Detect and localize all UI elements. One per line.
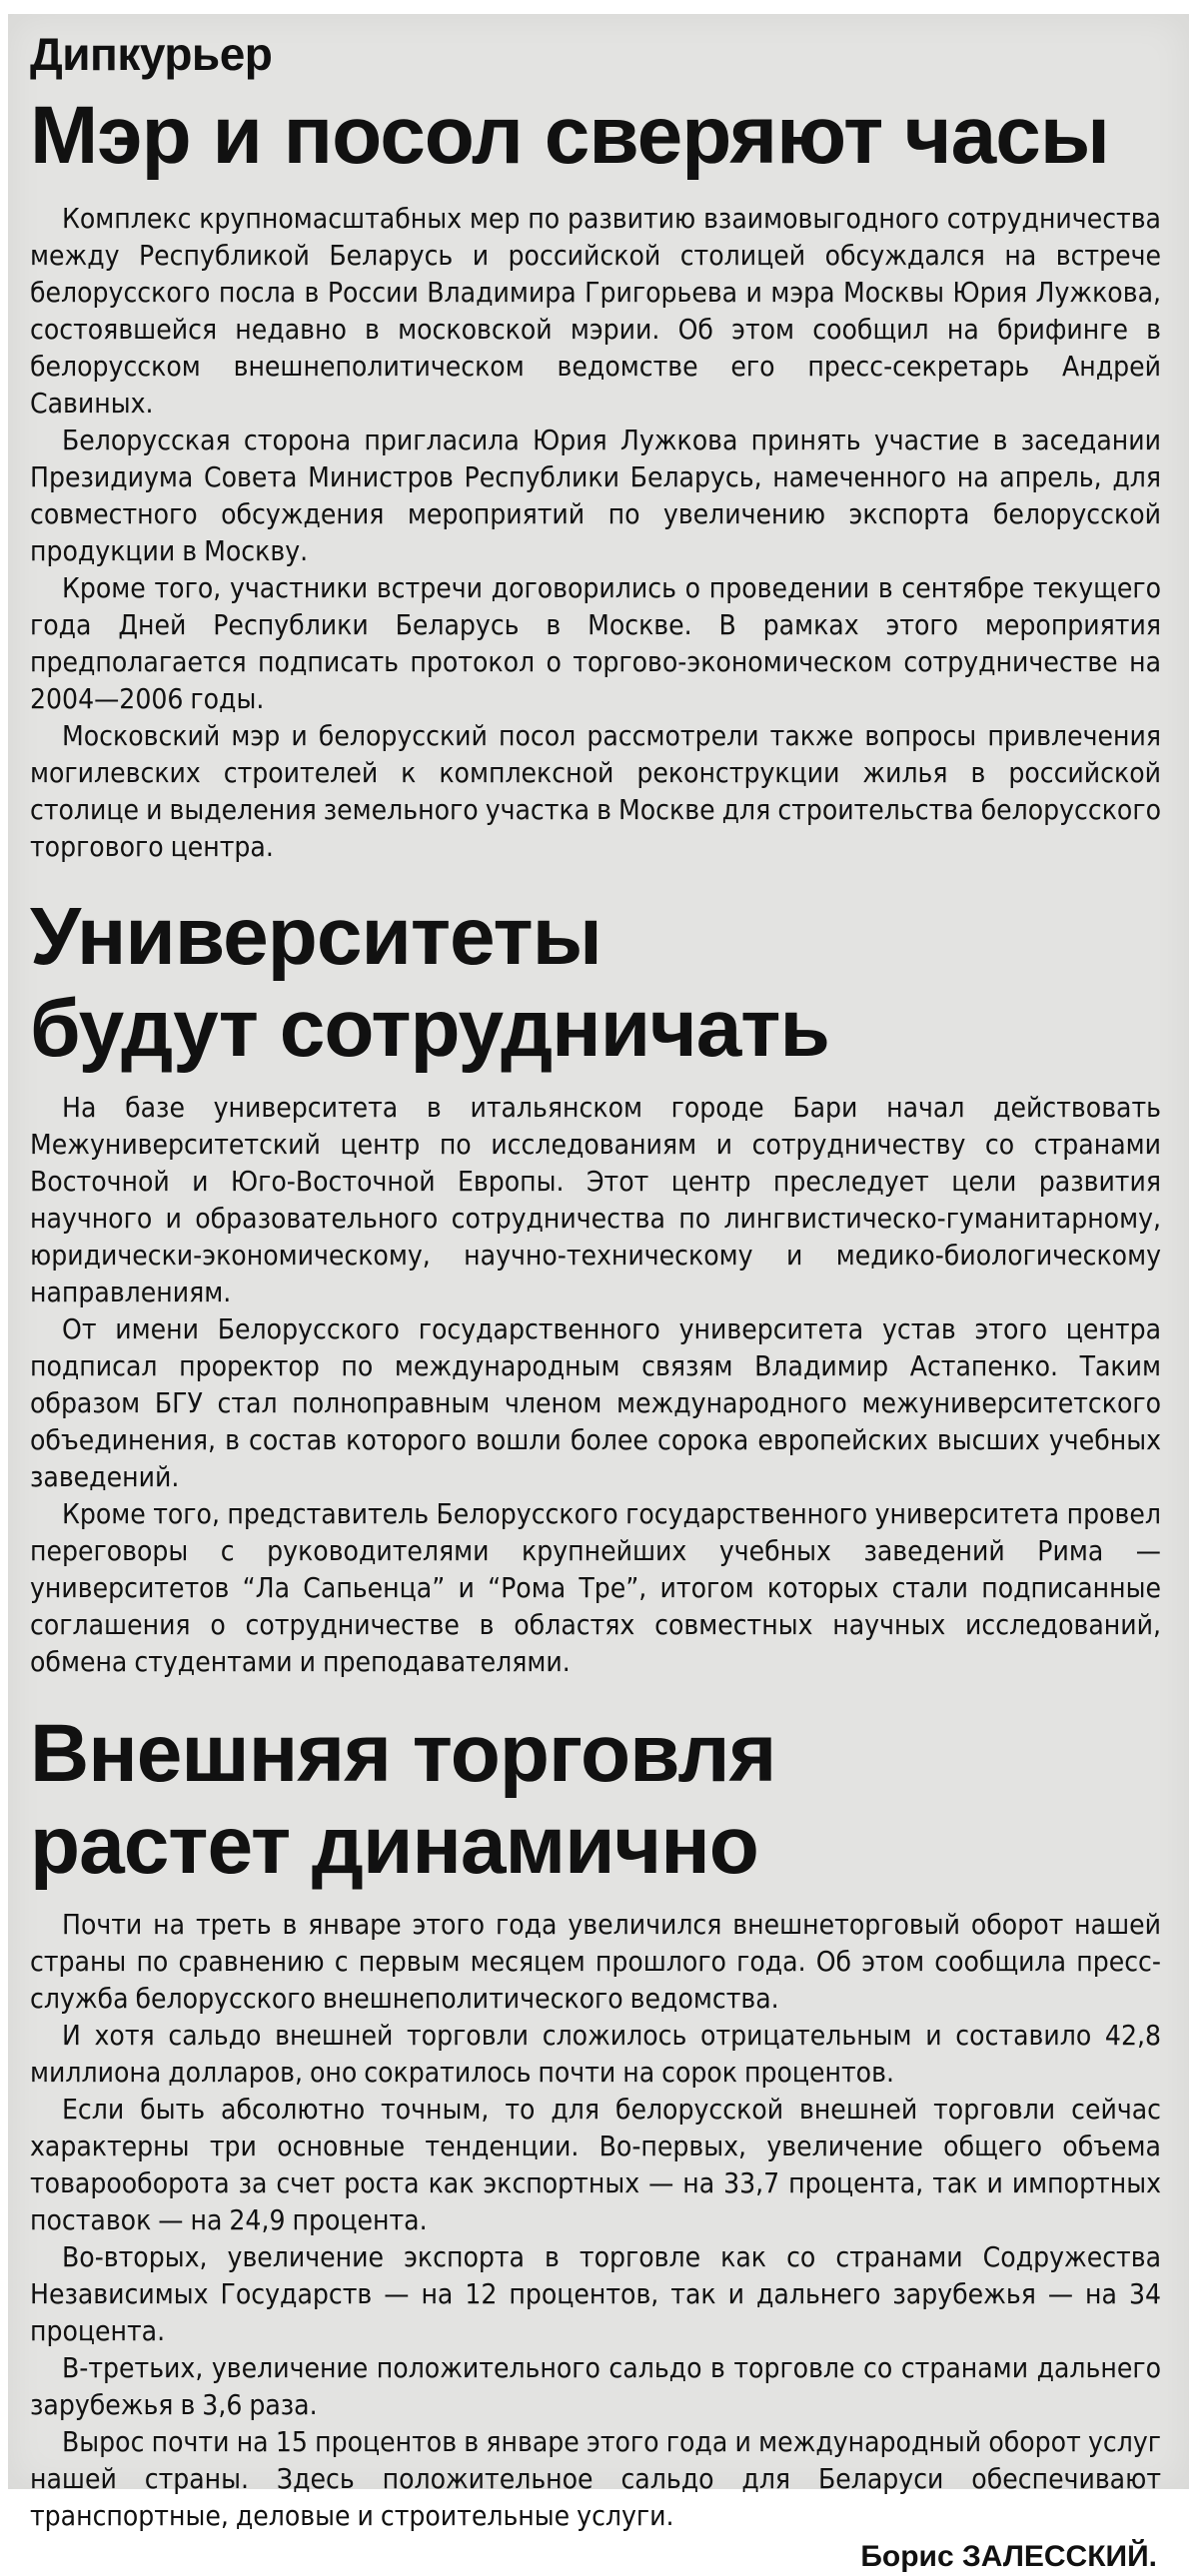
article-foreign-trade [30,1708,1161,2576]
article-3-paragraph-6: Вырос почти на 15 процентов в январе этого года и международный оборот услуг нашей страны. Здесь положительное сальдо для Беларуси обеспечивают транспортные, деловые и строительные услуги. [30,2425,1161,2532]
article-1-paragraph-3: Кроме того, участники встречи договорились о проведении в сентябре текущего года Дней Республики Беларусь в Москве. В рамках этого мероприятия предполагается подписать протокол о торгово-экономическом сотрудничестве на 2004—2006 годы. [30,571,1161,715]
article-mayor-and-ambassador [30,90,1161,865]
article-1-paragraph-1: Комплекс крупномасштабных мер по развитию взаимовыгодного сотрудничества между Республикой Беларусь и российской столицей обсуждался на встрече белорусского посла в России Владимира Григорьева и мэра Москвы Юрия Лужкова, состоявшейся недавно в московской мэрии. Об этом сообщил на брифинге в белорусском внешнеполитическом ведомстве его пресс-секретарь Андрей Савиных. [30,202,1161,420]
article-1-paragraph-4: Московский мэр и белорусский посол рассмотрели также вопросы привлечения могилевских строителей к комплексной реконструкции жилья в российской столице и выделения земельного участка в Москве для строительства белорусского торгового центра. [30,719,1161,863]
article-1-headline: Мэр и посол сверяют часы [30,90,1109,181]
rubric-title: Дипкурьер [30,28,273,80]
article-2-paragraph-1: На базе университета в итальянском городе Бари начал действовать Межуниверситетский центр по исследованиям и сотрудничеству со странами Восточной и Юго-Восточной Европы. Этот центр преследует цели развития научного и образовательного сотрудничества по лингвистическо-гуманитарному, юридически-экономическому, научно-техническому и медико-биологическому направлениям. [30,1091,1161,1308]
article-1-paragraph-2: Белорусская сторона пригласила Юрия Лужкова принять участие в заседании Президиума Совета Министров Республики Беларусь, намеченного на апрель, для совместного обсуждения мероприятий по увеличению экспорта белорусской продукции в Москву. [30,424,1161,567]
article-3-headline-line-1: Внешняя торговля [30,1708,776,1799]
article-3-paragraph-4: Во-вторых, увеличение экспорта в торговле как со странами Содружества Независимых Государств — на 12 процентов, так и дальнего зарубежья — на 34 процента. [30,2240,1161,2347]
article-3-paragraph-3: Если быть абсолютно точным, то для белорусской внешней торговли сейчас характерны три основные тенденции. Во-первых, увеличение общего объема товарооборота за счет роста как экспортных — на 33,7 процента, так и импортных поставок — на 24,9 процента. [30,2093,1161,2236]
article-3-headline-line-2: растет динамично [30,1800,758,1891]
article-2-headline [30,891,1161,1075]
article-2-headline-line-2: будут сотрудничать [30,983,829,1074]
article-3-paragraph-2: И хотя сальдо внешней торговли сложилось отрицательным и составило 42,8 миллиона долларов, оно сократилось почти на сорок процентов. [30,2019,1161,2089]
article-3-paragraph-1: Почти на треть в январе этого года увеличился внешнеторговый оборот нашей страны по сравнению с первым месяцем прошлого года. Об этом сообщила пресс-служба белорусского внешнеполитического ведомства. [30,1908,1161,2015]
author-byline: Борис ЗАЛЕССКИЙ. [860,2540,1157,2573]
article-3-paragraph-5: В-третьих, увеличение положительного сальдо в торговле со странами дальнего зарубежья в 3,6 раза. [30,2351,1161,2421]
article-2-paragraph-2: От имени Белорусского государственного университета устав этого центра подписал проректор по международным связям Владимир Астапенко. Таким образом БГУ стал полноправным членом международного межуниверситетского объединения, в состав которого вошли более сорока европейских высших учебных заведений. [30,1312,1161,1493]
newspaper-clipping [8,14,1189,2573]
article-3-headline [30,1708,1161,1892]
article-2-paragraph-3: Кроме того, представитель Белорусского государственного университета провел переговоры с руководителями крупнейших учебных заведений Рима — университетов “Ла Сапьенца” и “Рома Тре”, итогом которых стали подписанные соглашения о сотрудничестве в областях совместных научных исследований, обмена студентами и преподавателями. [30,1497,1161,1678]
article-2-headline-line-1: Университеты [30,891,602,982]
article-universities [30,891,1161,1680]
